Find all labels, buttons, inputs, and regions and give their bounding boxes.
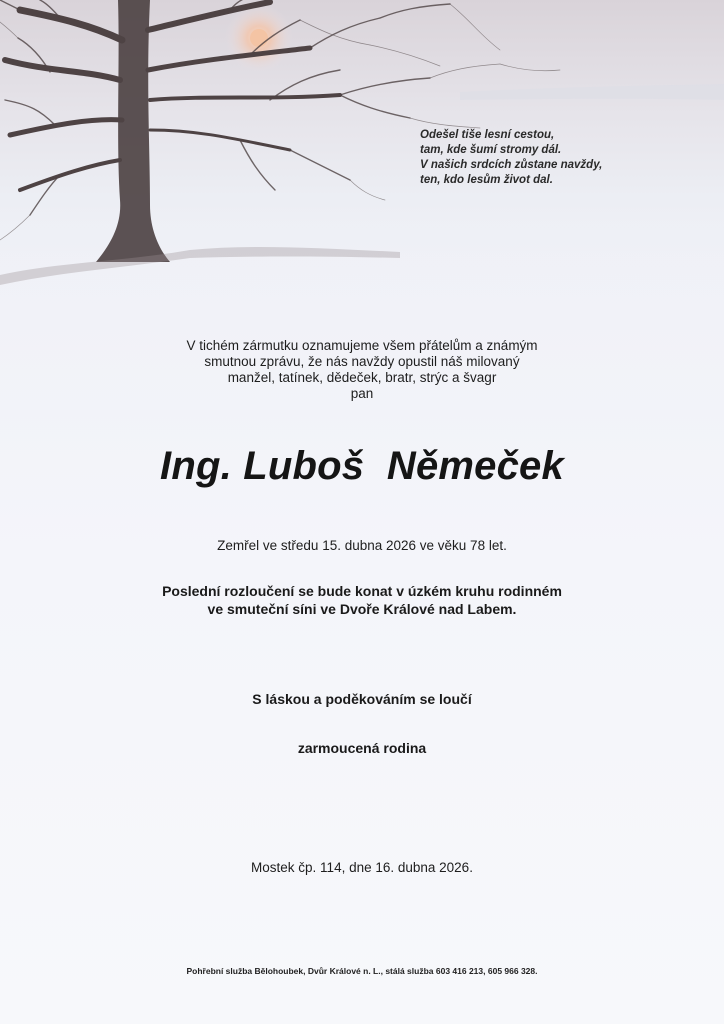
- sun: [250, 29, 268, 47]
- announcement-text: [0, 338, 724, 402]
- funeral-service-footer: Pohřební služba Bělohoubek, Dvůr Králové n. L., stálá služba 603 416 213, 605 966 328.: [186, 966, 538, 976]
- announcement-line: V tichém zármutku oznamujeme všem přátelům a známým: [186, 338, 538, 353]
- signature: zarmoucená rodina: [297, 740, 427, 756]
- poem: [420, 128, 680, 188]
- announcement-line: manžel, tatínek, dědeček, bratr, strýc a švagr: [227, 370, 497, 385]
- farewell-info: [0, 582, 724, 618]
- thanks-line: S láskou a poděkováním se loučí: [252, 691, 472, 707]
- farewell-line: ve smuteční síni ve Dvoře Králové nad Labem.: [207, 601, 517, 617]
- farewell-line: Poslední rozloučení se bude konat v úzkém kruhu rodinném: [162, 583, 562, 599]
- announcement-line: pan: [350, 386, 374, 401]
- poem-line: tam, kde šumí stromy dál.: [420, 144, 562, 156]
- poem-line: V našich srdcích zůstane navždy,: [420, 159, 603, 171]
- death-info: Zemřel ve středu 15. dubna 2026 ve věku 78 let.: [217, 538, 507, 553]
- place-date: Mostek čp. 114, dne 16. dubna 2026.: [251, 860, 473, 875]
- poem-line: ten, kdo lesům život dal.: [420, 174, 553, 186]
- poem-line: Odešel tiše lesní cestou,: [420, 129, 555, 141]
- announcement-line: smutnou zprávu, že nás navždy opustil náš milovaný: [204, 354, 520, 369]
- deceased-name: Ing. Luboš Němeček: [160, 444, 564, 488]
